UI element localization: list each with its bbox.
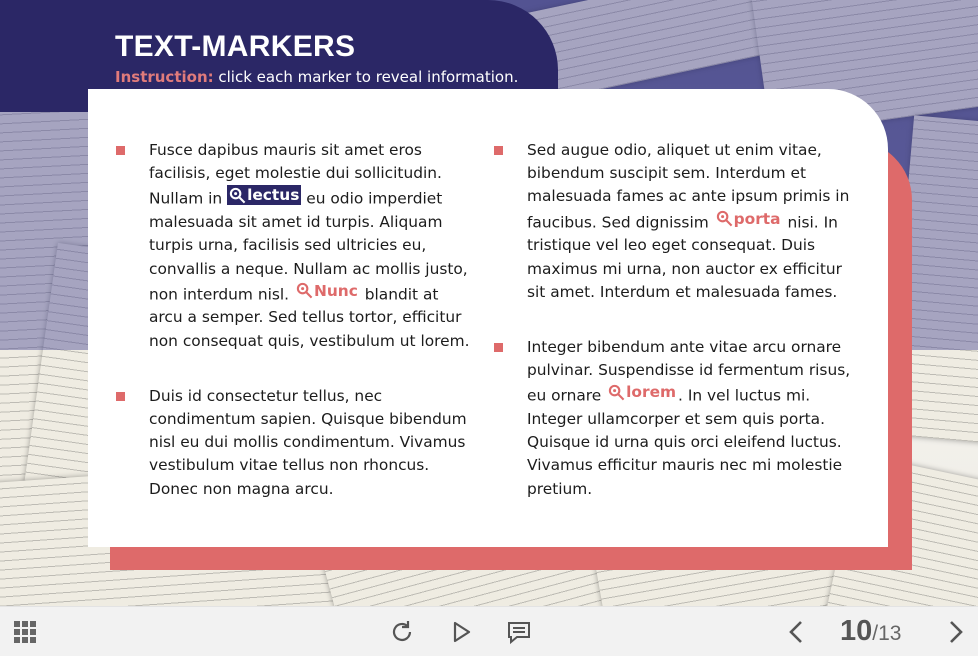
bullet-text-segment: blandit at arcu a semper. Sed tellus tortor, efficitur non consequat quis, vestibulum ut lorem. [149,285,470,350]
chevron-left-icon[interactable] [784,619,810,645]
bullet-text [149,139,476,353]
replay-icon[interactable] [389,619,415,645]
grid-menu-icon[interactable] [12,619,38,645]
page-separator: / [872,622,879,645]
page-indicator [840,615,901,648]
right-column [494,139,854,533]
bullet-text [527,336,854,501]
bullet-text-segment: Integer bibendum ante vitae arcu ornare pulvinar. Suspendisse id fermentum risus, eu ornare [527,337,851,405]
bullet-square-icon [116,146,125,155]
bullet-text-segment: nisi. In tristique vel leo eget consequat. Duis maximus mi urna, non auctor ex efficitur sit amet. Interdum et malesuada fames. [527,213,842,301]
bullet-item [116,139,476,353]
current-page: 10 [840,615,873,647]
bullet-item [494,139,854,304]
text-marker-label: lorem [626,383,677,402]
bullet-text-segment: Duis id consectetur tellus, nec condimentum sapien. Quisque bibendum nisl eu dui mollis condimentum. Vivamus vestibulum vitae tellus non rhoncus. Donec non magna arcu. [149,386,467,498]
bullet-text-segment: eu odio imperdiet malesuada sit amet id turpis. Aliquam turpis urna, facilisis sed ultricies eu, convallis a neque. Nullam ac mollis justo, non interdum nisl. [149,189,468,304]
text-marker-label: lectus [247,186,300,205]
bullet-text-segment: Sed augue odio, aliquet ut enim vitae, bibendum suscipit sem. Interdum et malesuada fames ac ante ipsum primis in faucibus. Sed dignissim [527,141,850,232]
slide-title: TEXT-MARKERS [115,30,356,63]
bullet-square-icon [494,146,503,155]
bullet-text [527,139,854,304]
bullet-text-segment: Fusce dapibus mauris sit amet eros facilisis, eget molestie dui sollicitudin. Nullam in [149,141,442,208]
bullet-square-icon [116,392,125,401]
text-marker-label: porta [733,209,781,228]
instruction-text: click each marker to reveal information. [213,68,519,86]
bullet-item [494,336,854,501]
text-marker-lectus[interactable] [227,185,301,205]
play-icon[interactable] [448,619,474,645]
instruction [115,68,518,86]
bullet-item [116,385,476,501]
bullet-square-icon [494,343,503,352]
bullet-text [149,385,476,501]
chevron-right-icon[interactable] [942,619,968,645]
player-toolbar [0,606,978,656]
instruction-label: Instruction: [115,68,214,86]
content-card [88,89,888,547]
text-marker-label: Nunc [313,281,358,300]
notes-icon[interactable] [506,619,532,645]
text-marker-lorem[interactable] [606,382,678,402]
bullet-text-segment: . In vel luctus mi. Integer ullamcorper et sem quis porta. Quisque id urna quis orci eleifend luctus. Vivamus efficitur mauris nec mi molestie pretium. [527,386,843,498]
total-pages: 13 [878,622,902,645]
left-column [116,139,476,533]
text-marker-nunc[interactable] [294,281,360,301]
text-marker-porta[interactable] [714,209,783,229]
